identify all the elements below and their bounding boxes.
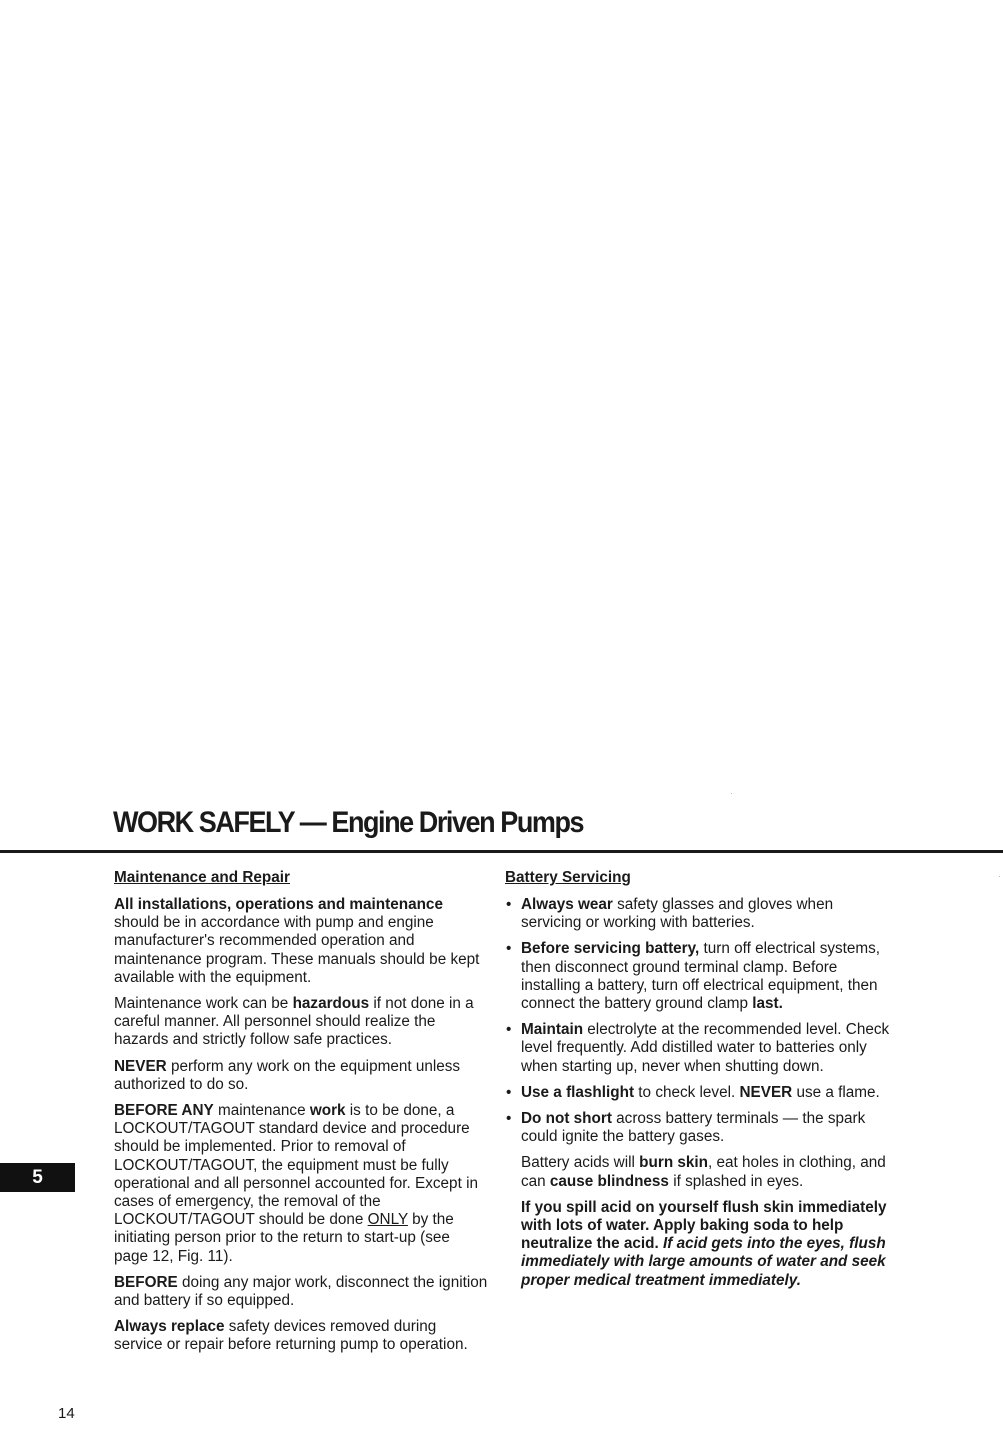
lockout-text-c: by the initiating person prior to the return to start-up (see page 12, Fig. 11). xyxy=(114,1211,454,1265)
bullet-lead: Before servicing battery, xyxy=(521,940,700,958)
bullet-text: safety glasses and gloves when servicing or working with batteries. xyxy=(521,896,834,932)
battery-list xyxy=(505,896,890,1146)
bullet-lead: Use a flashlight xyxy=(521,1083,635,1101)
acid-text-c: if splashed in eyes. xyxy=(668,1172,804,1190)
never-paragraph xyxy=(114,1058,488,1094)
title-rule xyxy=(0,850,1003,853)
bullet-icon: • xyxy=(506,896,512,913)
bullet-text: to check level. xyxy=(634,1083,740,1101)
bullet-text-end: use a flame. xyxy=(792,1083,880,1101)
bullet-icon: • xyxy=(506,1021,512,1039)
before-text: doing any major work, disconnect the ignition and battery if so equipped. xyxy=(114,1273,488,1310)
acid-text-a: Battery acids will xyxy=(521,1154,640,1172)
hazardous-paragraph xyxy=(114,995,488,1050)
acid-warning-text: If you spill acid on yourself flush skin immediately with lots of water. Apply baking soda to help neutralize the acid. xyxy=(521,1198,887,1253)
section-tab: 5 xyxy=(0,1163,75,1192)
list-item xyxy=(505,896,890,932)
bullet-icon: • xyxy=(506,940,512,958)
list-item xyxy=(505,1084,890,1102)
lockout-text-b: is to be done, a LOCKOUT/TAGOUT standard device and procedure should be implemented. Prior to removal of LOCKOUT/TAGOUT, the equipment must be fully operational and all personnel accounted for. Except in cases of emergency, the removal of the LOCKOUT/TAGOUT should be done xyxy=(114,1102,478,1229)
never-lead: NEVER xyxy=(114,1057,167,1075)
acid-blindness: cause blindness xyxy=(549,1172,669,1190)
lockout-only: ONLY xyxy=(367,1211,408,1229)
bullet-text: across battery terminals — the spark could ignite the battery gases. xyxy=(521,1110,866,1146)
bullet-lead: Maintain xyxy=(521,1021,584,1039)
replace-text: safety devices removed during service or repair before returning pump to operation. xyxy=(114,1318,468,1354)
hazardous-text-a: Maintenance work can be xyxy=(114,995,293,1013)
acid-paragraph xyxy=(505,1154,890,1190)
list-item xyxy=(505,1110,890,1146)
scan-speck xyxy=(999,876,1000,877)
before-lead: BEFORE xyxy=(114,1273,178,1291)
lockout-lead: BEFORE ANY xyxy=(114,1102,214,1120)
lockout-text-a: maintenance xyxy=(213,1102,310,1120)
list-item xyxy=(505,1021,890,1076)
bullet-text: electrolyte at the recommended level. Check level frequently. Add distilled water to batteries only when starting up, never when shutting down. xyxy=(521,1021,890,1075)
page-number: 14 xyxy=(58,1405,75,1422)
bullet-lead: Do not short xyxy=(521,1110,612,1128)
bullet-lead: Always wear xyxy=(521,896,613,913)
lockout-work: work xyxy=(309,1102,346,1120)
bullet-text: turn off electrical systems, then disconnect ground terminal clamp. Before installing a battery, turn off electrical equipment, then connect the battery ground clamp xyxy=(521,940,881,1013)
maintenance-column xyxy=(114,868,488,1363)
installations-text: should be in accordance with pump and engine manufacturer's recommended operation and maintenance program. These manuals should be kept available with the equipment. xyxy=(114,914,480,986)
installations-paragraph xyxy=(114,896,488,987)
bullet-icon: • xyxy=(506,1083,512,1101)
bullet-icon: • xyxy=(506,1110,512,1128)
hazardous-text-b: if not done in a careful manner. All personnel should realize the hazards and strictly follow safe practices. xyxy=(114,995,474,1049)
page-title: WORK SAFELY — Engine Driven Pumps xyxy=(113,806,584,839)
never-text: perform any work on the equipment unless authorized to do so. xyxy=(114,1057,461,1093)
lockout-paragraph xyxy=(114,1102,488,1266)
bullet-emphasis: NEVER xyxy=(739,1083,793,1101)
replace-paragraph xyxy=(114,1318,488,1354)
scan-speck xyxy=(731,793,732,794)
before-paragraph xyxy=(114,1274,488,1310)
maintenance-heading: Maintenance and Repair xyxy=(114,869,290,886)
hazardous-word: hazardous xyxy=(292,995,370,1013)
installations-lead: All installations, operations and maintenance xyxy=(114,896,443,913)
battery-heading: Battery Servicing xyxy=(505,869,631,886)
list-item xyxy=(505,940,890,1013)
bullet-emphasis: last. xyxy=(752,995,783,1013)
acid-text-b: , eat holes in clothing, and can xyxy=(521,1154,886,1190)
acid-warning xyxy=(505,1199,890,1290)
acid-burn-skin: burn skin xyxy=(639,1154,709,1172)
battery-column xyxy=(505,868,890,1298)
replace-lead: Always replace xyxy=(114,1318,225,1336)
acid-warning-eyes: If acid gets into the eyes, flush immediately with large amounts of water and seek proper medical treatment immediately. xyxy=(521,1235,886,1289)
